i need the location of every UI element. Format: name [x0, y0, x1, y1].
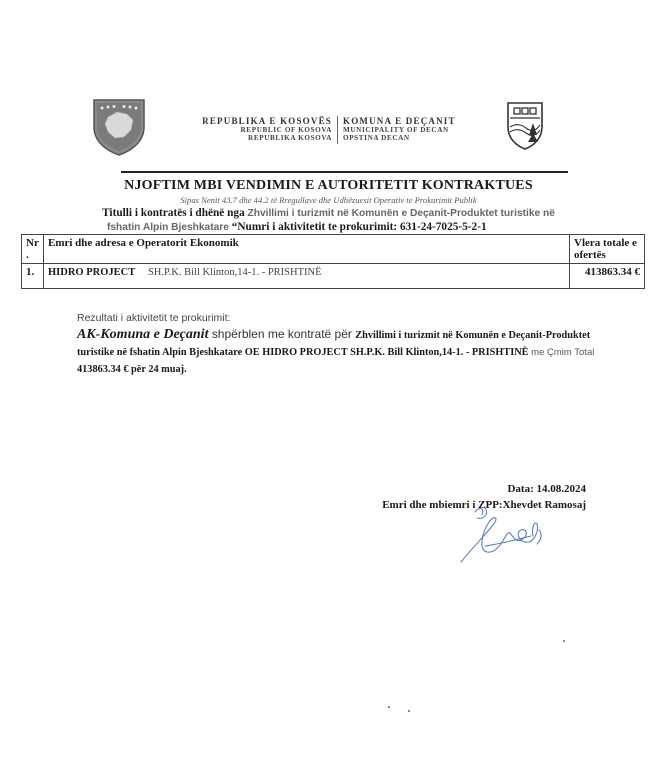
contract-title-label: Titulli i kontratës i dhënë nga [102, 207, 248, 219]
notice-title: NJOFTIM MBI VENDIMIN E AUTORITETIT KONTRAKTUES [124, 178, 533, 193]
operator-table [21, 234, 645, 289]
table-header-row [22, 235, 645, 264]
procurement-number: “Numri i aktivitetit te prokurimit: 631-24-7025-5-2-1 [231, 221, 487, 233]
decan-municipality-emblem [506, 101, 544, 151]
awards-text: shpërblen me kontratë për [208, 327, 356, 341]
result-label: Rezultati i aktivitetit te prokurimit: [77, 312, 231, 324]
price-label: me Çmim Total [528, 347, 595, 358]
header-left-block [160, 117, 332, 143]
authority-name: AK-Komuna e Deçanit [77, 327, 209, 342]
header-right-block [343, 117, 503, 143]
header-municipality-albanian: KOMUNA E DEÇANIT [343, 116, 456, 126]
header-municipality-serbian: OPSTINA DECAN [343, 134, 410, 142]
header-nr: Nr . [22, 235, 44, 264]
header-operator: Emri dhe adresa e Operatorit Ekonomik [43, 235, 569, 264]
document-date: Data: 14.08.2024 [507, 483, 586, 495]
result-duration: për 24 muaj. [128, 364, 187, 375]
header-municipality-english: MUNICIPALITY OF DECAN [343, 125, 449, 134]
result-operator: HIDRO PROJECT SH.P.K. Bill Klinton,14-1. - PRISHTINË [262, 347, 529, 358]
notice-subtitle: Sipas Nenit 43.7 dhe 44.2 të Rregullave dhe Udhëzuesit Operativ te Prokurimit Publik [180, 195, 477, 205]
contract-title-value: Zhvillimi i turizmit në Komunën e Deçanit-Produktet turistike në [247, 208, 555, 219]
contract-title-value-cont: fshatin Alpin Bjeshkatare [107, 222, 232, 233]
header-separator [337, 116, 338, 144]
result-paragraph [77, 326, 597, 378]
contract-title-line [0, 207, 657, 219]
row-nr: 1. [22, 264, 44, 289]
scan-speck [563, 640, 565, 642]
scan-speck [408, 710, 410, 712]
oe-prefix: OE [242, 347, 263, 358]
header-republic-english: REPUBLIC OF KOSOVA [240, 125, 332, 134]
result-price: 413863.34 € [77, 364, 129, 375]
header-republic-serbian: REPUBLIKA KOSOVA [248, 134, 332, 142]
table-row [22, 264, 645, 289]
header-value: Vlera totale e ofertës [570, 235, 645, 264]
row-operator [43, 264, 569, 289]
row-operator-name: HIDRO PROJECT [47, 267, 136, 278]
kosovo-coat-of-arms [91, 97, 147, 157]
scan-speck [388, 706, 390, 708]
signature [455, 500, 565, 570]
header-divider [121, 171, 568, 173]
row-operator-address: SH.P.K. Bill Klinton,14-1. - PRISHTINË [147, 267, 322, 278]
row-value: 413863.34 € [570, 264, 645, 289]
result-contract-title: Zhvillimi i turizmit në Komunën e Deçanit-Produktet turistike në fshatin Alpin Bjeshkatare [77, 330, 591, 358]
header-republic-albanian: REPUBLIKA E KOSOVËS [202, 116, 332, 126]
zpp-name: Emri dhe mbiemri i ZPP:Xhevdet Ramosaj [382, 499, 586, 511]
procurement-number-line [107, 221, 487, 233]
